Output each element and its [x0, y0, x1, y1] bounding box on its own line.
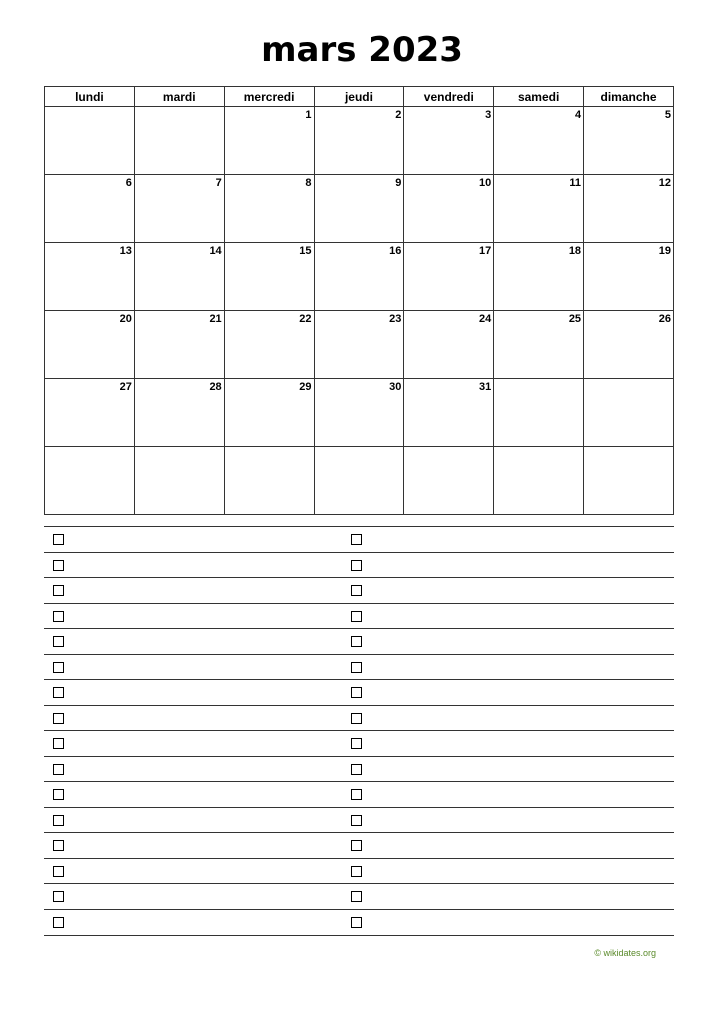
- checklist-row: [44, 552, 674, 578]
- day-number: 1: [305, 109, 312, 121]
- day-number: 11: [569, 177, 582, 189]
- day-number: 8: [305, 177, 312, 189]
- day-cell[interactable]: [494, 243, 584, 311]
- day-cell[interactable]: [134, 243, 224, 311]
- day-number: [45, 447, 134, 448]
- checkbox-icon[interactable]: [53, 534, 64, 545]
- day-cell[interactable]: [494, 175, 584, 243]
- week-row: [45, 311, 674, 379]
- day-number: [584, 379, 673, 380]
- checkbox-icon[interactable]: [53, 764, 64, 775]
- day-cell[interactable]: [314, 243, 404, 311]
- checkbox-icon[interactable]: [53, 560, 64, 571]
- checkbox-icon[interactable]: [351, 866, 362, 877]
- day-cell[interactable]: [494, 311, 584, 379]
- checklist-row: [44, 577, 674, 603]
- day-number: 9: [395, 177, 402, 189]
- day-number: 29: [299, 381, 312, 393]
- day-cell[interactable]: [134, 311, 224, 379]
- day-number: 24: [478, 313, 492, 325]
- day-number: [494, 379, 583, 380]
- week-row: [45, 107, 674, 175]
- day-number: 3: [485, 109, 492, 121]
- day-number: 28: [209, 381, 222, 393]
- checkbox-icon[interactable]: [53, 687, 64, 698]
- checklist-row: [44, 781, 674, 807]
- day-cell[interactable]: [584, 175, 674, 243]
- week-row: [45, 447, 674, 515]
- checkbox-icon[interactable]: [351, 789, 362, 800]
- day-cell[interactable]: [314, 107, 404, 175]
- day-cell[interactable]: [45, 175, 135, 243]
- day-number: [494, 447, 583, 448]
- footer-credit: © wikidates.org: [594, 948, 656, 958]
- weekday-header: jeudi: [314, 87, 404, 107]
- checkbox-icon[interactable]: [53, 840, 64, 851]
- weekday-header: samedi: [494, 87, 584, 107]
- checklist-row: [44, 883, 674, 909]
- day-number: 22: [299, 313, 312, 325]
- checkbox-icon[interactable]: [351, 815, 362, 826]
- checkbox-icon[interactable]: [53, 738, 64, 749]
- checklist-row: [44, 526, 674, 552]
- checkbox-icon[interactable]: [351, 764, 362, 775]
- day-number: [135, 447, 224, 448]
- weekday-header-row: [45, 87, 674, 107]
- checklist-row: [44, 807, 674, 833]
- checklist-row: [44, 654, 674, 680]
- day-cell[interactable]: [314, 379, 404, 447]
- calendar-grid: [44, 86, 674, 515]
- day-cell[interactable]: [584, 243, 674, 311]
- checkbox-icon[interactable]: [53, 866, 64, 877]
- day-cell[interactable]: [134, 175, 224, 243]
- day-cell[interactable]: [584, 107, 674, 175]
- checkbox-icon[interactable]: [351, 891, 362, 902]
- day-number: [135, 107, 224, 108]
- checkbox-icon[interactable]: [351, 917, 362, 928]
- day-number: [45, 107, 134, 108]
- weekday-header: mercredi: [224, 87, 314, 107]
- day-number: 21: [209, 313, 222, 325]
- weekday-header: lundi: [45, 87, 135, 107]
- checkbox-icon[interactable]: [53, 713, 64, 724]
- day-cell[interactable]: [584, 447, 674, 515]
- day-cell[interactable]: [494, 379, 584, 447]
- day-number: 20: [119, 313, 132, 325]
- day-number: [315, 447, 404, 448]
- day-number: [584, 447, 673, 448]
- checkbox-icon[interactable]: [53, 917, 64, 928]
- day-number: 5: [664, 109, 671, 121]
- weekday-header: vendredi: [404, 87, 494, 107]
- checklist-row: [44, 858, 674, 884]
- day-cell[interactable]: [45, 379, 135, 447]
- day-number: 25: [568, 313, 582, 325]
- day-cell[interactable]: [404, 379, 494, 447]
- day-cell[interactable]: [45, 311, 135, 379]
- day-cell[interactable]: [404, 175, 494, 243]
- checkbox-icon[interactable]: [351, 611, 362, 622]
- checkbox-icon[interactable]: [53, 662, 64, 673]
- day-number: [404, 447, 493, 448]
- day-cell[interactable]: [45, 447, 135, 515]
- day-number: 18: [568, 245, 582, 257]
- checkbox-icon[interactable]: [351, 662, 362, 673]
- checklist-row: [44, 628, 674, 654]
- checkbox-icon[interactable]: [53, 789, 64, 800]
- checklist: [44, 526, 674, 936]
- day-cell[interactable]: [224, 243, 314, 311]
- checkbox-icon[interactable]: [53, 636, 64, 647]
- day-number: 12: [658, 177, 671, 189]
- checkbox-icon[interactable]: [351, 713, 362, 724]
- day-cell[interactable]: [224, 311, 314, 379]
- day-number: 19: [658, 245, 671, 257]
- checkbox-icon[interactable]: [351, 687, 362, 698]
- day-cell[interactable]: [45, 243, 135, 311]
- week-row: [45, 175, 674, 243]
- checkbox-icon[interactable]: [53, 891, 64, 902]
- checklist-row: [44, 705, 674, 731]
- day-cell[interactable]: [404, 107, 494, 175]
- day-cell[interactable]: [134, 379, 224, 447]
- day-cell[interactable]: [134, 107, 224, 175]
- week-row: [45, 243, 674, 311]
- checkbox-icon[interactable]: [53, 815, 64, 826]
- day-number: 23: [389, 313, 402, 325]
- day-cell[interactable]: [134, 447, 224, 515]
- checklist-row: [44, 832, 674, 858]
- day-cell[interactable]: [314, 447, 404, 515]
- checkbox-icon[interactable]: [351, 636, 362, 647]
- day-number: 2: [395, 109, 402, 121]
- day-number: 16: [389, 245, 402, 257]
- day-cell[interactable]: [584, 311, 674, 379]
- day-number: 4: [574, 109, 582, 121]
- checklist-row: [44, 756, 674, 782]
- day-cell[interactable]: [404, 243, 494, 311]
- day-cell[interactable]: [404, 447, 494, 515]
- weekday-header: dimanche: [584, 87, 674, 107]
- checklist-row: [44, 603, 674, 629]
- day-cell[interactable]: [314, 311, 404, 379]
- day-number: 14: [209, 245, 222, 257]
- day-number: [225, 447, 314, 448]
- day-number: 27: [119, 381, 132, 393]
- day-cell[interactable]: [494, 107, 584, 175]
- checkbox-icon[interactable]: [351, 585, 362, 596]
- day-number: 30: [389, 381, 402, 393]
- checkbox-icon[interactable]: [351, 534, 362, 545]
- day-number: 15: [299, 245, 312, 257]
- page-title: mars 2023: [261, 30, 463, 70]
- checklist-row: [44, 730, 674, 756]
- day-cell[interactable]: [584, 379, 674, 447]
- weekday-header: mardi: [134, 87, 224, 107]
- day-cell[interactable]: [224, 175, 314, 243]
- day-number: 31: [478, 381, 492, 393]
- day-cell[interactable]: [45, 107, 135, 175]
- day-cell[interactable]: [494, 447, 584, 515]
- week-row: [45, 379, 674, 447]
- checkbox-icon[interactable]: [351, 738, 362, 749]
- day-cell[interactable]: [224, 447, 314, 515]
- day-cell[interactable]: [404, 311, 494, 379]
- day-number: 6: [125, 177, 132, 189]
- day-number: 7: [215, 177, 222, 189]
- day-number: 17: [478, 245, 492, 257]
- checkbox-icon[interactable]: [53, 611, 64, 622]
- checkbox-icon[interactable]: [351, 560, 362, 571]
- day-cell[interactable]: [224, 379, 314, 447]
- checkbox-icon[interactable]: [351, 840, 362, 851]
- day-number: 10: [478, 177, 492, 189]
- checklist-row: [44, 679, 674, 705]
- day-number: 26: [658, 313, 671, 325]
- day-cell[interactable]: [314, 175, 404, 243]
- day-number: 13: [119, 245, 132, 257]
- checkbox-icon[interactable]: [53, 585, 64, 596]
- checklist-row: [44, 909, 674, 936]
- day-cell[interactable]: [224, 107, 314, 175]
